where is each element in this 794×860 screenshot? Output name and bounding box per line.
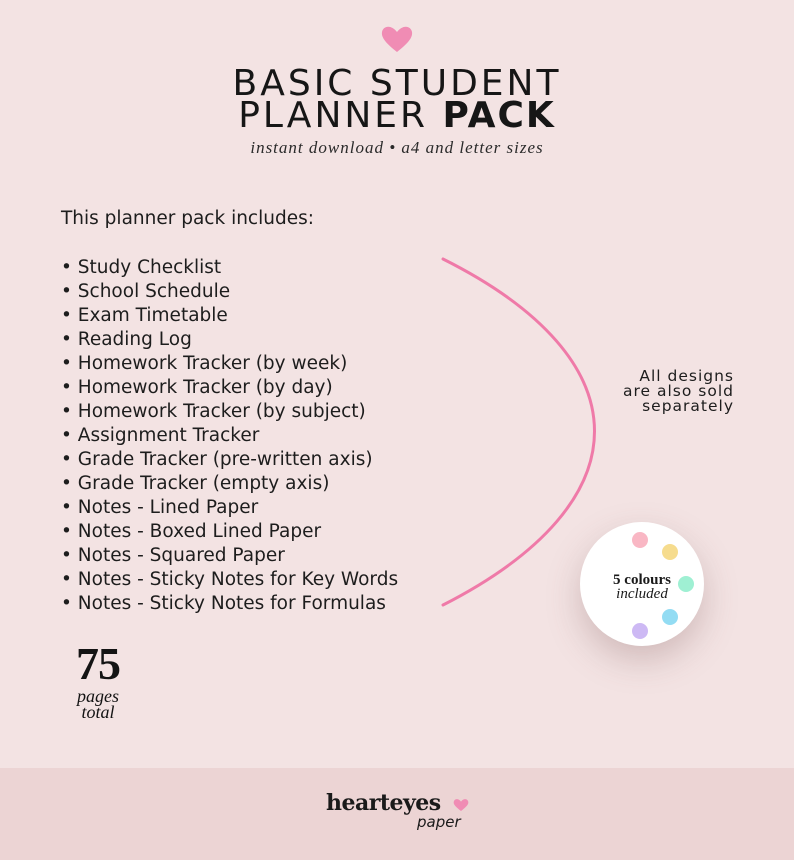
- list-item: • School Schedule: [61, 281, 231, 302]
- pages-number: 75: [76, 638, 120, 689]
- list-item: • Assignment Tracker: [61, 425, 260, 446]
- list-item: • Notes - Lined Paper: [61, 497, 259, 518]
- side-note-line: are also sold: [623, 382, 734, 400]
- list-item: • Reading Log: [61, 329, 192, 350]
- colour-dot-pink: [632, 532, 648, 548]
- title-bold: PACK: [442, 95, 556, 136]
- side-note: [623, 369, 734, 414]
- colour-dot-blue: [662, 609, 678, 625]
- colours-badge: [580, 522, 704, 646]
- side-note-line: separately: [642, 397, 734, 415]
- title-regular: PLANNER: [238, 95, 429, 136]
- list-item: • Grade Tracker (pre-written axis): [61, 449, 373, 470]
- subtitle: instant download • a4 and letter sizes: [250, 138, 544, 157]
- list-item: • Study Checklist: [61, 257, 222, 278]
- list-item: • Exam Timetable: [61, 305, 228, 326]
- badge-line2: included: [616, 586, 668, 602]
- list-item: • Notes - Squared Paper: [61, 545, 285, 566]
- pages-total: [60, 640, 136, 720]
- brand-logo: [326, 790, 476, 834]
- side-note-line: All designs: [639, 367, 734, 385]
- colour-dot-yellow: [662, 544, 678, 560]
- colour-dot-lilac: [632, 623, 648, 639]
- list-item: • Homework Tracker (by subject): [61, 401, 366, 422]
- logo-heart-icon: [453, 798, 469, 812]
- pages-word: pages: [77, 686, 119, 706]
- list-item: • Homework Tracker (by day): [61, 377, 333, 398]
- badge-line1: 5 colours: [613, 572, 671, 588]
- contents-intro: This planner pack includes:: [61, 208, 314, 229]
- total-word: total: [81, 702, 115, 722]
- list-item: • Homework Tracker (by week): [61, 353, 348, 374]
- list-item: • Grade Tracker (empty axis): [61, 473, 330, 494]
- list-item: • Notes - Boxed Lined Paper: [61, 521, 322, 542]
- list-item: • Notes - Sticky Notes for Formulas: [61, 593, 386, 614]
- page-title-line1: BASIC STUDENT: [232, 63, 562, 104]
- list-item: • Notes - Sticky Notes for Key Words: [61, 569, 399, 590]
- brand-name: hearteyes: [326, 790, 441, 816]
- brand-sub: paper: [417, 813, 461, 831]
